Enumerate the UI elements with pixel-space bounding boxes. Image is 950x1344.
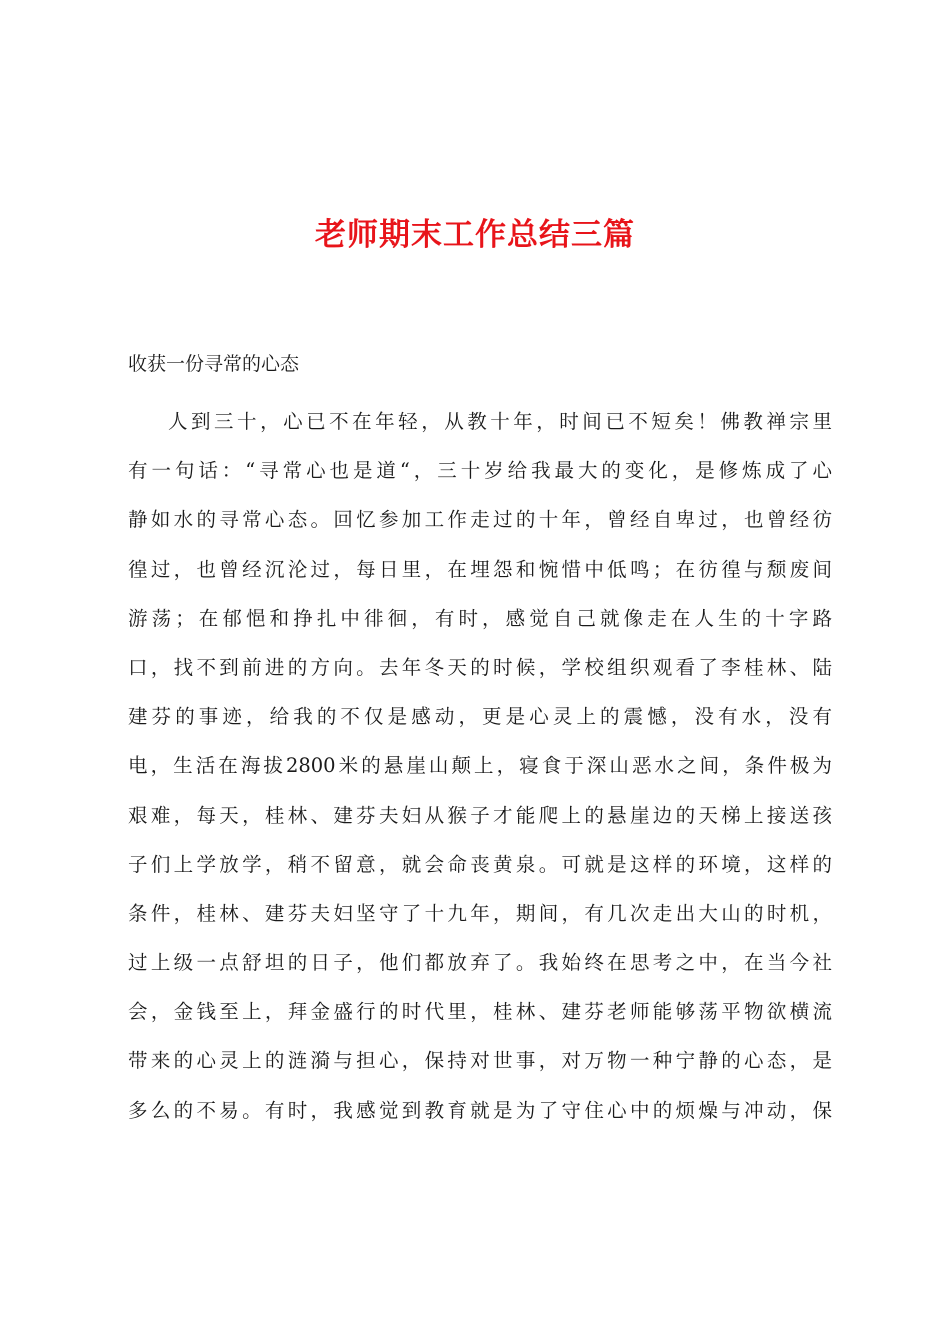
body-paragraph <box>128 397 832 1135</box>
document-title: 老师期末工作总结三篇 <box>315 217 635 253</box>
paragraph-line: 静如水的寻常心态。回忆参加工作走过的十年，曾经自卑过，也曾经彷 <box>128 508 832 532</box>
paragraph-line: 口，找不到前进的方向。去年冬天的时候，学校组织观看了李桂林、陆 <box>128 655 832 679</box>
paragraph-line: 会，金钱至上，拜金盛行的时代里，桂林、建芬老师能够荡平物欲横流 <box>128 1000 832 1024</box>
paragraph-line: 徨过，也曾经沉沦过，每日里，在埋怨和惋惜中低鸣；在彷徨与颓废间 <box>128 557 832 581</box>
paragraph-line: 子们上学放学，稍不留意，就会命丧黄泉。可就是这样的环境，这样的 <box>128 852 832 876</box>
paragraph-line: 艰难，每天，桂林、建芬夫妇从猴子才能爬上的悬崖边的天梯上接送孩 <box>128 803 832 827</box>
section-subheading: 收获一份寻常的心态 <box>128 353 300 375</box>
paragraph-line: 电，生活在海拔2800米的悬崖山颠上，寝食于深山恶水之间，条件极为 <box>128 754 832 778</box>
paragraph-line: 游荡；在郁悒和挣扎中徘徊，有时，感觉自己就像走在人生的十字路 <box>128 606 832 630</box>
paragraph-line: 人到三十，心已不在年轻，从教十年，时间已不短矣！佛教禅宗里 <box>168 410 832 433</box>
paragraph-line: 有一句话：“寻常心也是道“，三十岁给我最大的变化，是修炼成了心 <box>128 459 832 483</box>
paragraph-line: 过上级一点舒坦的日子，他们都放弃了。我始终在思考之中，在当今社 <box>128 951 832 975</box>
paragraph-line: 带来的心灵上的涟漪与担心，保持对世事，对万物一种宁静的心态，是 <box>128 1049 832 1073</box>
paragraph-line: 建芬的事迹，给我的不仅是感动，更是心灵上的震憾，没有水，没有 <box>128 705 832 729</box>
paragraph-line: 多么的不易。有时，我感觉到教育就是为了守住心中的烦燥与冲动，保 <box>128 1098 832 1122</box>
paragraph-line: 条件，桂林、建芬夫妇坚守了十九年，期间，有几次走出大山的时机， <box>128 901 832 925</box>
